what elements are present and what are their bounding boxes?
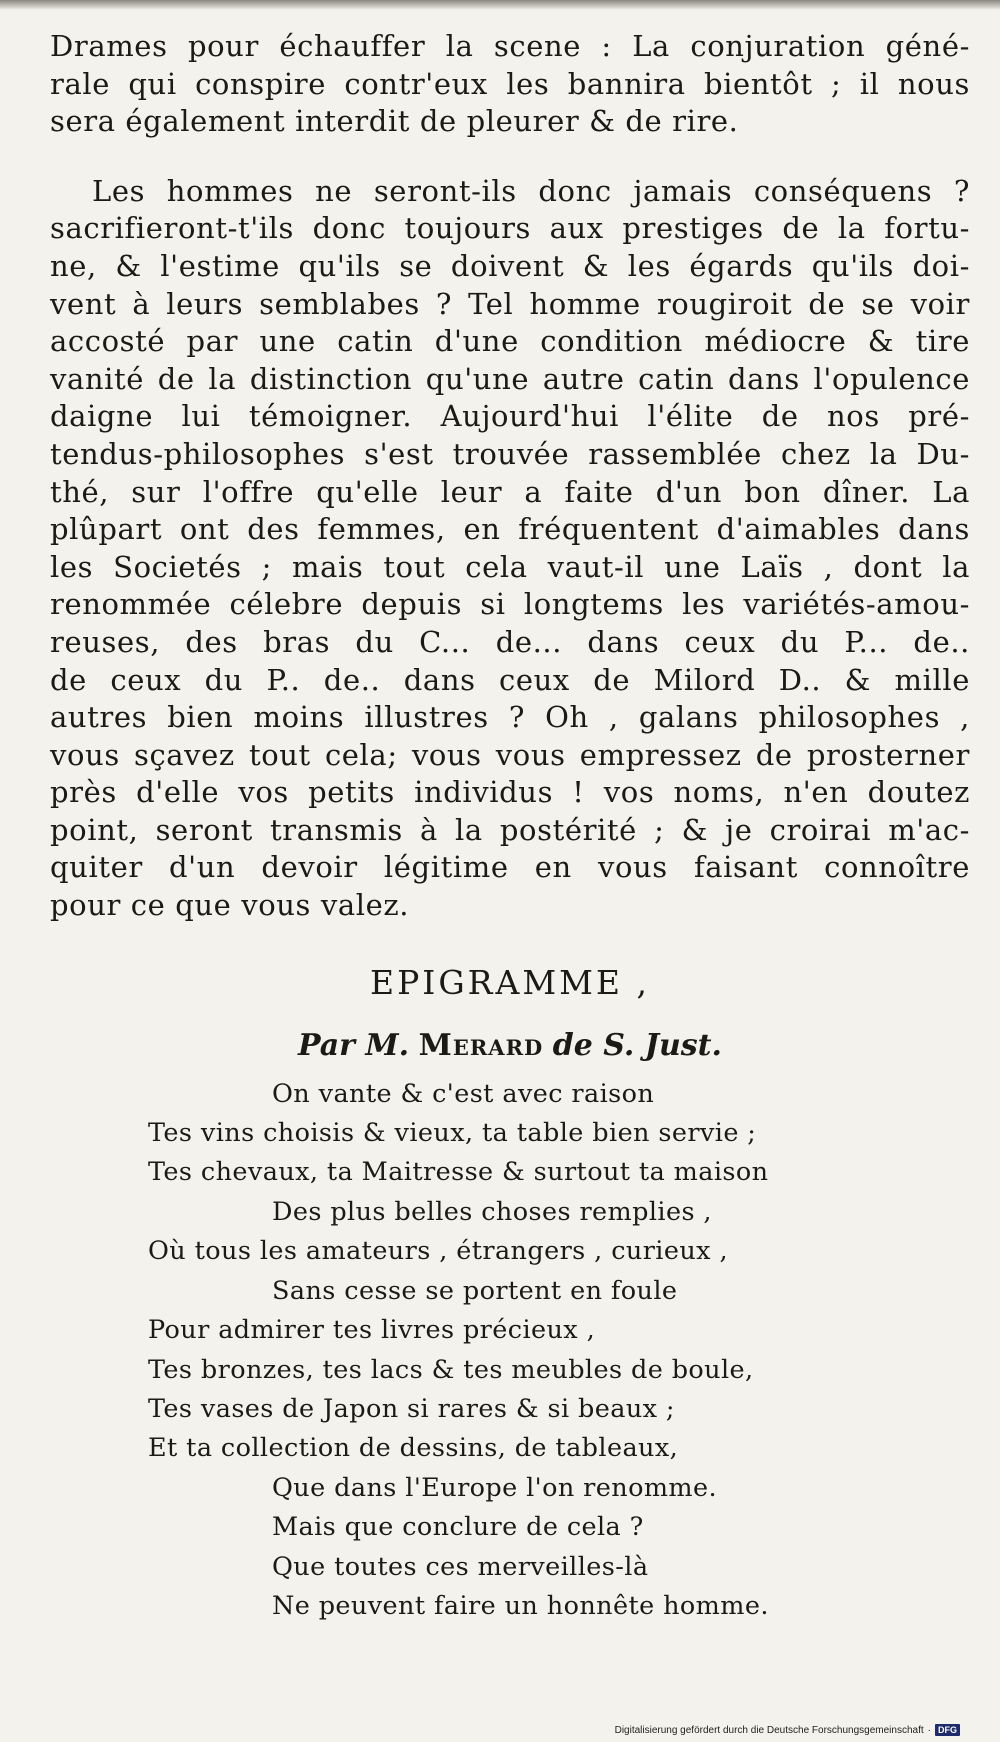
byline-suffix: de S. Just. xyxy=(552,1027,722,1063)
verse-line: Tes vases de Japon si rares & si beaux ; xyxy=(148,1393,675,1424)
verse-line: Et ta collection de dessins, de tableaux, xyxy=(148,1433,679,1464)
verse-line: Où tous les amateurs , étrangers , curieux , xyxy=(148,1236,728,1267)
paragraph2-line: autres bien moins illustres ? Oh , galans philosophes , xyxy=(50,700,970,735)
verse-line: Des plus belles choses remplies , xyxy=(272,1196,712,1227)
paragraph-2 xyxy=(50,173,970,925)
paragraph2-line: sacrifieront-t'ils donc toujours aux prestiges de la fortu- xyxy=(50,211,970,246)
digitization-footer: Digitalisierung gefördert durch die Deutsche Forschungsgemeinschaft · DFG xyxy=(615,1724,960,1736)
paragraph2-line: renommée célebre depuis si longtems les variétés-amou- xyxy=(50,587,970,622)
epigram-verse xyxy=(50,1075,970,1627)
verse-line: Ne peuvent faire un honnête homme. xyxy=(272,1590,769,1621)
epigram-title: EPIGRAMME , xyxy=(369,962,651,1002)
document-page xyxy=(50,28,970,1626)
verse-line: Mais que conclure de cela ? xyxy=(272,1512,644,1543)
paragraph-1 xyxy=(50,28,970,141)
verse-line: Que toutes ces merveilles-là xyxy=(272,1551,649,1582)
footer-credit: Digitalisierung gefördert durch die Deutsche Forschungsgemeinschaft xyxy=(614,1724,924,1736)
paragraph2-line: reuses, des bras du C... de... dans ceux du P... de.. xyxy=(50,624,970,659)
paragraph2-line: tendus-philosophes s'est trouvée rassemblée chez la Du- xyxy=(50,436,970,471)
verse-line: Que dans l'Europe l'on renomme. xyxy=(272,1472,717,1503)
paragraph2-line: de ceux du P.. de.. dans ceux de Milord D.. & mille xyxy=(50,662,970,697)
paragraph2-line: près d'elle vos petits individus ! vos noms, n'en doutez xyxy=(50,775,970,810)
paragraph2-line: thé, sur l'offre qu'elle leur a faite d'un bon dîner. La xyxy=(50,474,970,509)
byline-prefix: Par M. xyxy=(297,1027,410,1063)
verse-line: Tes chevaux, ta Maitresse & surtout ta maison xyxy=(148,1157,769,1188)
paragraph2-line: les Societés ; mais tout cela vaut-il une Laïs , dont la xyxy=(50,549,970,584)
verse-line: Tes vins choisis & vieux, ta table bien servie ; xyxy=(148,1118,757,1149)
dfg-logo-icon: DFG xyxy=(935,1724,960,1736)
paragraph1-line: sera également interdit de pleurer & de rire. xyxy=(50,104,739,139)
paragraph2-line: daigne lui témoigner. Aujourd'hui l'élite de nos pré- xyxy=(50,399,970,434)
verse-line: Sans cesse se portent en foule xyxy=(272,1275,678,1306)
verse-line: On vante & c'est avec raison xyxy=(272,1078,655,1109)
verse-line: Tes bronzes, tes lacs & tes meubles de boule, xyxy=(148,1354,754,1385)
epigram-byline xyxy=(50,1025,970,1067)
paragraph1-line: rale qui conspire contr'eux les bannira bientôt ; il nous xyxy=(50,66,970,101)
paragraph2-line: ne, & l'estime qu'ils se doivent & les égards qu'ils doi- xyxy=(50,248,970,283)
byline-name: Merard xyxy=(418,1027,544,1063)
verse-line: Pour admirer tes livres précieux , xyxy=(148,1315,596,1346)
paragraph2-line: vous sçavez tout cela; vous vous empressez de prosterner xyxy=(50,737,970,772)
paragraph2-line: quiter d'un devoir légitime en vous faisant connoître xyxy=(50,850,970,885)
paragraph2-line: vanité de la distinction qu'une autre catin dans l'opulence xyxy=(50,361,970,396)
paragraph2-line: vent à leurs semblabes ? Tel homme rougiroit de se voir xyxy=(50,286,970,321)
page-top-shadow xyxy=(0,0,1000,10)
paragraph2-line: plûpart ont des femmes, en fréquentent d'aimables dans xyxy=(50,512,970,547)
paragraph2-line: Les hommes ne seront-ils donc jamais conséquens ? xyxy=(92,173,970,208)
paragraph1-line: Drames pour échauffer la scene : La conjuration géné- xyxy=(50,29,970,63)
paragraph2-line: pour ce que vous valez. xyxy=(50,888,410,923)
paragraph2-line: point, seront transmis à la postérité ; & je croirai m'ac- xyxy=(50,812,970,847)
paragraph2-line: accosté par une catin d'une condition médiocre & tire xyxy=(50,324,970,359)
